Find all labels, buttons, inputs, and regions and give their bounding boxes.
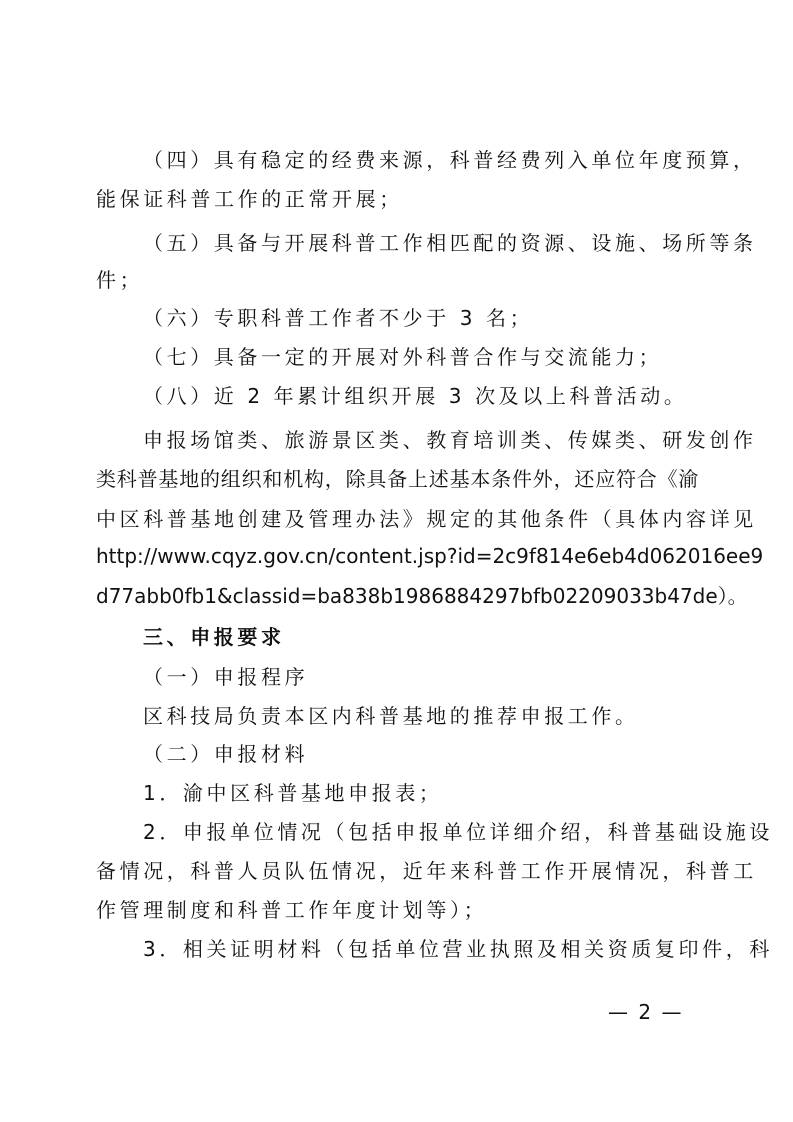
paragraph-condition-5-line-1: （五）具备与开展科普工作相匹配的资源、设施、场所等条 xyxy=(143,231,757,255)
page-number: — 2 — xyxy=(608,1000,684,1024)
paragraph-condition-6: （六）专职科普工作者不少于 3 名； xyxy=(143,306,534,330)
paragraph-condition-4-line-1: （四）具有稳定的经费来源，科普经费列入单位年度预算， xyxy=(143,148,757,172)
paragraph-url-line-1: http://www.cqyz.gov.cn/content.jsp?id=2c9f814e6eb4d062016ee9 xyxy=(96,544,764,568)
list-item-material-2-line-2: 备情况，科普人员队伍情况，近年来科普工作开展情况，科普工 xyxy=(96,859,757,883)
section-heading-application-requirements: 三、申报要求 xyxy=(143,625,285,649)
subheading-application-materials: （二）申报材料 xyxy=(143,742,309,766)
paragraph-url-line-2: d77abb0fb1&classid=ba838b1986884297bfb02209033b47de）。 xyxy=(96,584,748,608)
paragraph-condition-5-line-2: 件； xyxy=(96,268,144,292)
list-item-material-2-line-1: 2．申报单位情况（包括申报单位详细介绍，科普基础设施设 xyxy=(143,820,773,844)
paragraph-procedure: 区科技局负责本区内科普基地的推荐申报工作。 xyxy=(143,704,639,728)
paragraph-other-requirements-line-1: 申报场馆类、旅游景区类、教育培训类、传媒类、研发创作 xyxy=(143,428,757,452)
list-item-material-1: 1．渝中区科普基地申报表； xyxy=(143,781,443,805)
subheading-application-procedure: （一）申报程序 xyxy=(143,665,309,689)
paragraph-condition-7: （七）具备一定的开展对外科普合作与交流能力； xyxy=(143,345,663,369)
list-item-material-3-line-1: 3．相关证明材料（包括单位营业执照及相关资质复印件，科 xyxy=(143,937,773,961)
list-item-material-2-line-3: 作管理制度和科普工作年度计划等）； xyxy=(96,898,488,922)
paragraph-condition-4-line-2: 能保证科普工作的正常开展； xyxy=(96,187,403,211)
paragraph-other-requirements-line-2: 类科普基地的组织和机构，除具备上述基本条件外，还应符合《渝 xyxy=(96,467,700,491)
paragraph-other-requirements-line-3: 中区科普基地创建及管理办法》规定的其他条件（具体内容详见 xyxy=(96,507,757,531)
paragraph-condition-8: （八）近 2 年累计组织开展 3 次及以上科普活动。 xyxy=(143,384,688,408)
